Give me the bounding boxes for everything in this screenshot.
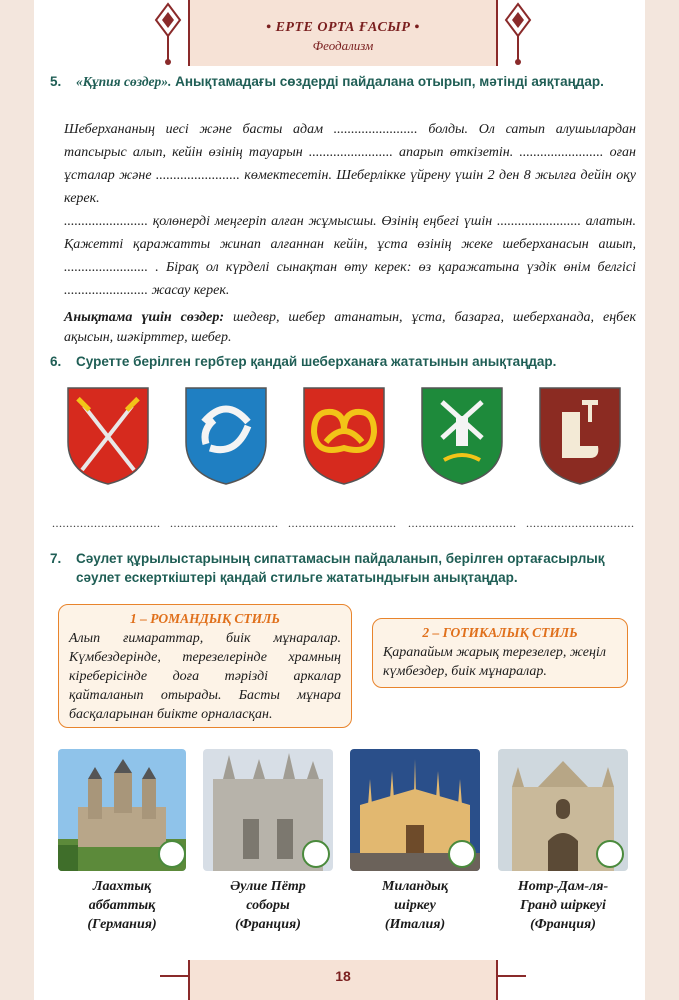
answer-circle-3[interactable] bbox=[448, 840, 476, 868]
style1-text: Алып ғимараттар, биік мұнаралар. Күмбездерінде, терезелерінде храмның кіреберісінде доға тәрізді аркалар қайталанып отырады. Басты мұнара басқаларынан биікте орналасқан. bbox=[69, 631, 341, 722]
answer-blank-4[interactable]: ............................... bbox=[408, 516, 517, 530]
answer-blank-2[interactable]: ............................... bbox=[170, 516, 279, 530]
style-box-romanesque bbox=[58, 604, 352, 728]
caption-notre-dame: Нотр-Дам-ля- Гранд шіркеуі (Франция) bbox=[517, 879, 609, 932]
footer-divider-right bbox=[496, 960, 498, 1000]
task6-number: 6. bbox=[50, 354, 62, 369]
coat-of-arms-windmill-icon bbox=[420, 386, 504, 486]
task5-question bbox=[50, 72, 640, 91]
ornament-left-icon bbox=[150, 0, 186, 66]
style-box-gothic bbox=[372, 618, 628, 688]
style1-title: 1 – РОМАНДЫҚ СТИЛЬ bbox=[130, 611, 280, 626]
answer-circle-4[interactable] bbox=[596, 840, 624, 868]
caption-saint-pierre: Әулие Пётр соборы (Франция) bbox=[230, 879, 306, 932]
header-divider-right bbox=[496, 0, 498, 66]
task7-question bbox=[50, 549, 640, 587]
coat-of-arms-fish-icon bbox=[184, 386, 268, 486]
task5-text bbox=[64, 118, 636, 348]
task5-ref-label: Анықтама үшін сөздер: bbox=[64, 310, 224, 325]
footer-rule-right bbox=[498, 975, 526, 977]
header-subtitle: Феодализм bbox=[312, 38, 374, 53]
task6-question bbox=[50, 352, 640, 371]
header-title: • ЕРТЕ ОРТА ҒАСЫР • bbox=[266, 20, 420, 35]
coat-of-arms-boot-icon bbox=[538, 386, 622, 486]
answer-blank-3[interactable]: ............................... bbox=[288, 516, 397, 530]
task7-title: Сәулет құрылыстарының сипаттамасын пайдаланып, берілген ортағасырлық сәулет ескерткіштері қандай стильге жататындығын анықтаңдар. bbox=[76, 551, 605, 585]
task5-paragraph-1: Шеберхананың иесі және басты адам ........................ болды. Ол сатып алушылардан тапсырыс алып, кейін өзінің тауарын ........................ апарып өткізетін. ........................ оған ұсталар және ........................ көмектесетін. Шеберлікке үйрену үшін 2 ден 8 жылға дейін оқу керек. bbox=[64, 122, 636, 206]
style2-text: Қарапайым жарық терезелер, жеңіл күмбездер, биік мұнаралар. bbox=[383, 645, 606, 679]
footer-rule-left bbox=[160, 975, 188, 977]
coat-of-arms-pretzel-icon bbox=[302, 386, 386, 486]
task6-title: Суретте берілген гербтер қандай шеберханаға жататынын анықтаңдар. bbox=[76, 354, 557, 369]
page-number: 18 bbox=[335, 968, 351, 984]
left-margin bbox=[0, 0, 34, 1000]
style2-title: 2 – ГОТИКАЛЫҚ СТИЛЬ bbox=[422, 625, 578, 640]
answer-blank-1[interactable]: ............................... bbox=[52, 516, 161, 530]
task5-title-emph: «Құпия сөздер». bbox=[76, 74, 172, 89]
task7-number: 7. bbox=[50, 551, 62, 566]
answer-blank-5[interactable]: ............................... bbox=[526, 516, 635, 530]
caption-laach-abbey: Лаахтық аббаттық (Германия) bbox=[87, 879, 157, 932]
answer-circle-2[interactable] bbox=[302, 840, 330, 868]
task5-reference bbox=[64, 308, 636, 348]
answer-circle-1[interactable] bbox=[158, 840, 186, 868]
task5-title: Анықтамадағы сөздерді пайдалана отырып, мәтінді аяқтаңдар. bbox=[171, 74, 604, 89]
task5-paragraph-2: ........................ қолөнерді меңгеріп алған жұмысшы. Өзінің еңбегі үшін ........................ алатын. Қажетті қаражатты жинап алғаннан кейін, ұста өзінің жеке шеберханасын ашып, ........................ . Бірақ ол күрделі сынақтан өту керек: өз қаражатына үздік өнім белгісі ........................ жасау керек. bbox=[64, 214, 636, 298]
task5-number: 5. bbox=[50, 74, 62, 89]
task5-ref-words: шедевр, шебер атанатын, ұста, базарға, шеберханада, еңбек ақысын, шәкірттер, шебер. bbox=[64, 310, 636, 345]
caption-milan: Миландық шіркеу (Италия) bbox=[382, 879, 448, 932]
ornament-right-icon bbox=[500, 0, 536, 66]
coat-of-arms-swords-icon bbox=[66, 386, 150, 486]
